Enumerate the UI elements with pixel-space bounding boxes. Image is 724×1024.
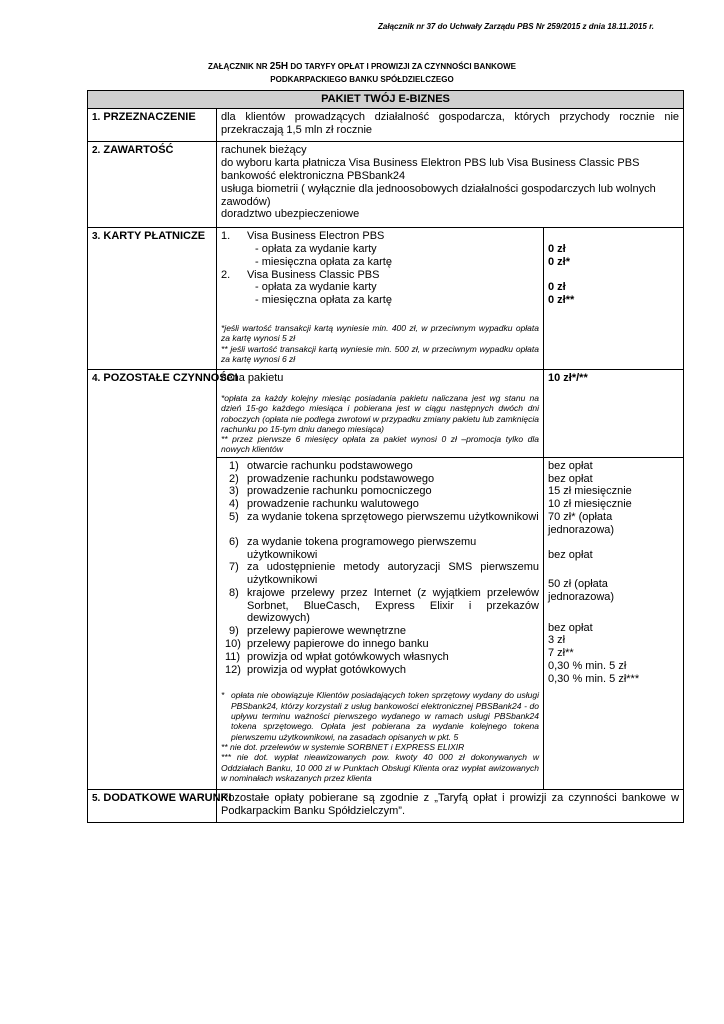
section-label-cards [88,228,217,370]
fee-item-num: 12) [225,663,241,676]
fee-value: bez opłat [548,459,593,472]
package-price-footnote: *opłata za każdy kolejny miesiąc posiadania pakietu naliczana jest wg stanu na dzień 15-go każdego miesiąca i pobierana jest w ciągu następnych dwóch dni roboczych (opłata nie podlega zwrotowi w przypadku zmiany pakietu lub zamknięcia rachunku po 15-tym dniu danego miesiąca) [221,392,539,434]
section-label-text: DODATKOWE WARUNKI [103,792,232,805]
section-num: 4. [92,373,101,385]
section-row-cards [88,228,684,370]
fee-item [221,460,539,473]
fee-item [221,625,539,638]
fee-values [544,457,684,789]
fee-item-num: 9) [229,625,239,638]
card-num: 2. [221,268,231,281]
section-row-purpose [88,108,684,142]
package-price-cell [217,370,544,458]
fee-item-text: prowizja od wypłat gotówkowych [247,663,406,676]
fee-item-num: 2) [229,472,239,485]
section-label-text: ZAWARTOŚĆ [103,144,174,157]
document-title [0,60,724,86]
card-footnote: ** jeśli wartość transakcji kartą wyniesie min. 500 zł, w przeciwnym wypadku opłata za kartę wynosi 6 zł [221,343,539,364]
card-fee-label: - opłata za wydanie karty [255,281,377,294]
contents-item: rachunek bieżący [221,144,307,157]
fee-item [221,664,539,677]
card-title: Visa Business Electron PBS [247,230,385,243]
fee-item-num: 3) [229,485,239,498]
card-title: Visa Business Classic PBS [247,268,380,281]
fee-value: bez opłat [548,472,593,485]
card-fee-label: - opłata za wydanie karty [255,242,377,255]
card-fee-label: - miesięczna opłata za kartę [255,294,392,307]
fee-item-num: 5) [229,510,239,523]
conditions-text: Pozostałe opłaty pobierane są zgodnie z „Taryfą opłat i prowizji za czynności bankowe w Podkarpackim Banku Spółdzielczym”. [217,790,684,823]
section-label-contents [88,142,217,228]
fee-item [221,511,539,524]
fee-item-num: 4) [229,498,239,511]
fee-value: bez opłat [548,549,593,562]
section-label-text: PRZEZNACZENIE [103,110,196,123]
section-label-purpose [88,108,217,142]
section-num: 5. [92,793,101,805]
title-prefix: ZAŁĄCZNIK NR [207,62,268,71]
section-num: 2. [92,145,101,157]
section-num: 1. [92,111,101,123]
fee-value: 10 zł miesięcznie [548,498,632,511]
section-label-conditions [88,790,232,823]
header-note: Załącznik nr 37 do Uchwały Zarządu PBS Nr 259/2015 z dnia 18.11.2015 r. [378,22,654,31]
fee-item-num: 7) [229,561,239,574]
fee-item-text: przelewy papierowe wewnętrzne [247,625,406,638]
cards-values [544,228,684,370]
section-row-conditions [88,790,684,823]
title-line2: PODKARPACKIEGO BANKU SPÓŁDZIELCZEGO [270,75,454,84]
fee-item [221,651,539,664]
fee-item-num: 10) [225,638,241,651]
package-price-footnote: ** przez pierwsze 6 miesięcy opłata za pakiet wynosi 0 zł –promocja tylko dla nowych klientów [221,434,539,455]
fee-list [217,457,544,789]
fee-value: 0,30 % min. 5 zł [548,660,627,673]
fee-item-num: 6) [229,535,239,548]
card-name [221,230,539,243]
card-num: 1. [221,230,231,243]
title-suffix: DO TARYFY OPŁAT I PROWIZJI ZA CZYNNOŚCI BANKOWE [290,62,516,71]
card-name [221,269,539,282]
purpose-text: dla klientów prowadzących działalność gospodarcza, których przychody rocznie nie przekraczają 1,5 mln zł rocznie [217,108,684,142]
fee-value: 7 zł** [548,647,574,660]
cards-description [217,228,544,370]
fee-footnote: *** nie dot. wypłat nieawizowanych pow. kwoty 40 000 zł dokonywanych w Oddziałach Banku, 10 000 zł w Punktach Obsługi Klienta oraz wypłat awizowanych w nominałach wskazanych przez klienta [221,752,539,783]
package-price-value: 10 zł*/** [544,370,684,458]
fee-item [221,587,539,625]
contents-list [217,142,684,228]
contents-item: bankowość elektroniczna PBSbank24 [221,169,406,182]
fee-item [221,638,539,651]
fee-footnote-text: opłata nie obowiązuje Klientów posiadających token sprzętowy wydany do usługi PBSbank24, którzy korzystali z usług bankowości elektronicznej PBSBank24 - do upływu terminu ważności pierwszego wydanego w ramach usługi PBSbank24 tokena sprzętowego. Opłata jest pobierana za wydanie kolejnego tokena pierwszemu użytkownikowi, na zasadach opisanych w pkt. 5 [231,690,539,742]
fee-item-num: 1) [229,459,239,472]
card-fee-value: 0 zł [548,281,566,294]
fee-value: 70 zł* (opłata jednorazowa) [548,510,615,536]
fee-item [221,485,539,498]
fee-item-text: prowadzenie rachunku walutowego [247,498,419,511]
section-num: 3. [92,231,101,243]
fee-item-text: za udostępnienie metody autoryzacji SMS pierwszemu użytkownikowi [247,561,539,587]
card-fee-value: 0 zł** [548,294,575,307]
fee-value: bez opłat [548,621,593,634]
package-title: PAKIET TWÓJ E-BIZNES [88,91,684,109]
fee-item-text: za wydanie tokena programowego pierwszemu użytkownikowi [247,535,477,561]
package-price-label: cena pakietu [221,372,284,385]
section-label-text: POZOSTAŁE CZYNNOŚCI [103,372,238,385]
card-footnote: *jeśli wartość transakcji kartą wyniesie min. 400 zł, w przeciwnym wypadku opłata za kartę wynosi 5 zł [221,322,539,344]
fee-value: 50 zł (opłata jednorazowa) [548,578,615,603]
card-fee-value: 0 zł [548,242,566,255]
fee-item [221,473,539,486]
fee-item [221,498,539,511]
fee-item-text: za wydanie tokena sprzętowego pierwszemu użytkownikowi [247,510,539,523]
fee-item-num: 11) [225,650,241,663]
fee-item-text: prowizja od wpłat gotówkowych własnych [247,650,449,663]
fee-item-text: krajowe przelewy przez Internet (z wyjątkiem przelewów Sorbnet, BlueCasch, Express Elixir i przekazów dewizowych) [247,586,539,625]
contents-item: do wyboru karta płatnicza Visa Business Elektron PBS lub Visa Business Classic PBS [221,157,640,170]
section-row-contents [88,142,684,228]
fee-item [221,536,539,562]
fee-value: 0,30 % min. 5 zł*** [548,672,640,685]
contents-item: doradztwo ubezpieczeniowe [221,208,360,221]
fee-item-text: przelewy papierowe do innego banku [247,638,429,651]
title-number: 25H [269,61,289,72]
fee-footnote: ** nie dot. przelewów w systemie SORBNET i EXPRESS ELIXIR [221,741,465,752]
card-fee-value: 0 zł* [548,255,571,268]
section-label-text: KARTY PŁATNICZE [103,230,206,243]
fee-item [221,561,539,587]
card-fee-label: - miesięczna opłata za kartę [255,255,392,268]
package-title-row [88,91,684,109]
fee-footnote-star: * [221,690,225,701]
fee-item-text: prowadzenie rachunku pomocniczego [247,485,432,498]
fee-item-text: otwarcie rachunku podstawowego [247,459,413,472]
fee-value: 15 zł miesięcznie [548,485,632,498]
section-row-other [88,370,684,458]
fee-value: 3 zł [548,634,566,647]
fee-item-text: prowadzenie rachunku podstawowego [247,472,435,485]
package-table [87,90,684,823]
fee-footnote [221,690,539,741]
fee-item-num: 8) [229,586,239,599]
contents-item: usługa biometrii ( wyłącznie dla jednoosobowych działalności gospodarczych lub wolnych zawodów) [221,182,656,208]
